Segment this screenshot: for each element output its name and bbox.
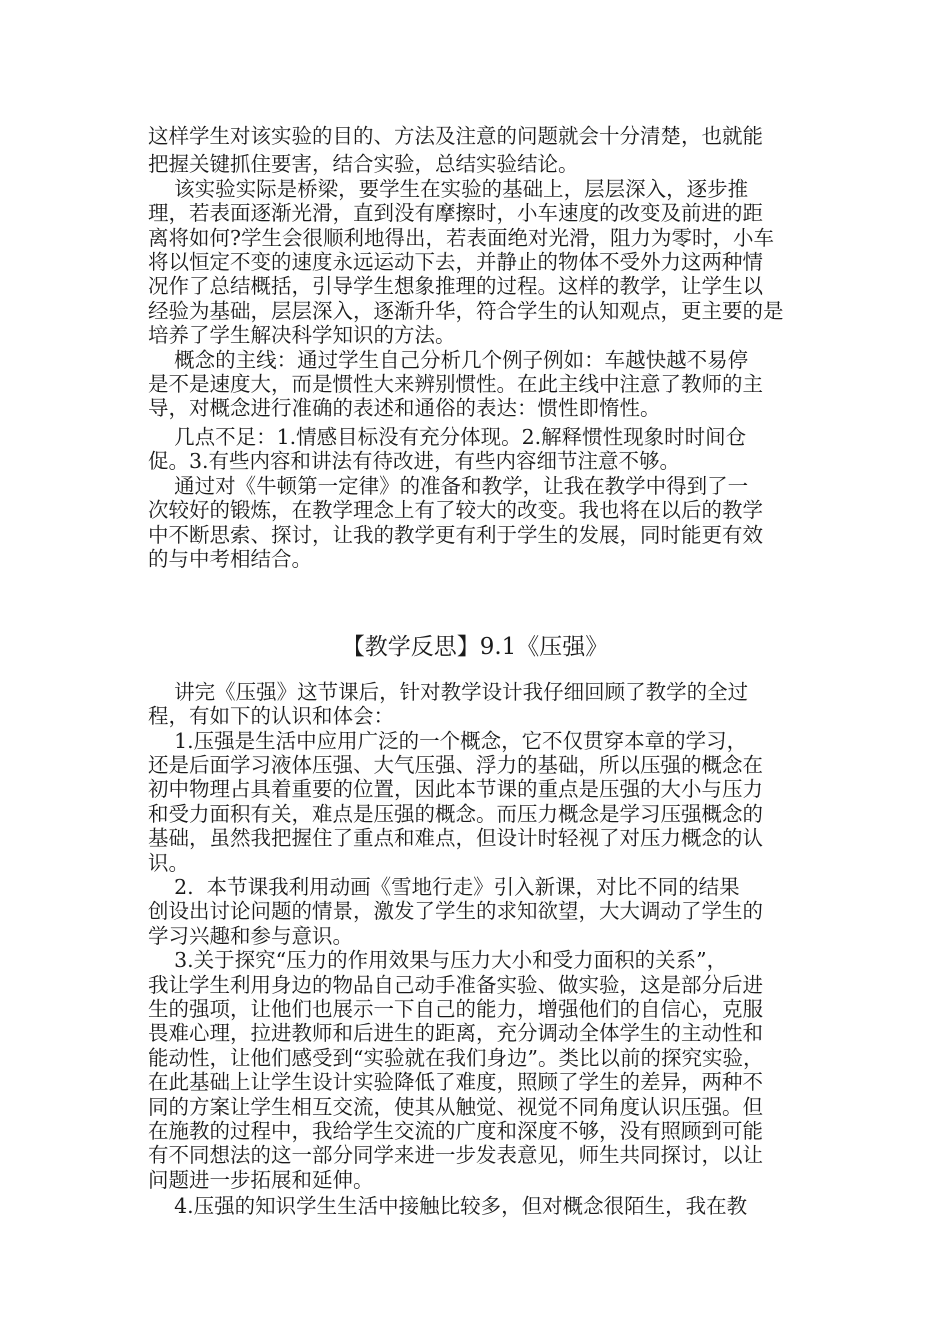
paragraph-line: 在施教的过程中，我给学生交流的广度和深度不够，没有照顾到可能	[148, 1119, 763, 1143]
paragraph-line: 次较好的锻炼，在教学理念上有了较大的改变。我也将在以后的教学	[148, 498, 763, 522]
paragraph-line: 能动性，让他们感受到“实验就在我们身边”。类比以前的探究实验，	[148, 1046, 764, 1070]
paragraph-line: 识。	[148, 851, 189, 875]
paragraph-line: 有不同想法的这一部分同学来进一步发表意见，师生共同探讨，以让	[148, 1143, 763, 1167]
paragraph-line: 初中物理占具着重要的位置，因此本节课的重点是压强的大小与压力	[148, 777, 763, 801]
paragraph-line: 学习兴趣和参与意识。	[148, 924, 353, 948]
paragraph-line: 几点不足：1.情感目标没有充分体现。2.解释惯性现象时时间仓	[148, 425, 747, 449]
paragraph-line: 基础，虽然我把握住了重点和难点，但设计时轻视了对压力概念的认	[148, 826, 763, 850]
paragraph-line: 这样学生对该实验的目的、方法及注意的问题就会十分清楚，也就能	[148, 124, 763, 148]
paragraph-line: 将以恒定不变的速度永远运动下去，并静止的物体不受外力这两种情	[148, 250, 763, 274]
paragraph-line: 生的强项，让他们也展示一下自己的能力，增强他们的自信心，克服	[148, 997, 763, 1021]
section-title: 【教学反思】9.1《压强》	[341, 634, 609, 660]
paragraph-line: 程，有如下的认识和体会：	[148, 704, 394, 728]
paragraph-line: 况作了总结概括，引导学生想象推理的过程。这样的教学，让学生以	[148, 274, 763, 298]
paragraph-line: 通过对《牛顿第一定律》的准备和教学，让我在教学中得到了一	[148, 474, 749, 498]
paragraph-line: 离将如何?学生会很顺利地得出，若表面绝对光滑，阻力为零时，小车	[148, 226, 774, 250]
paragraph-line: 我让学生利用身边的物品自己动手准备实验、做实验，这是部分后进	[148, 973, 763, 997]
paragraph-line: 讲完《压强》这节课后，针对教学设计我仔细回顾了教学的全过	[148, 680, 749, 704]
paragraph-line: 1.压强是生活中应用广泛的一个概念，它不仅贯穿本章的学习，	[148, 729, 748, 753]
paragraph-line: 畏难心理，拉进教师和后进生的距离，充分调动全体学生的主动性和	[148, 1021, 763, 1045]
paragraph-line: 中不断思索、探讨，让我的教学更有利于学生的发展，同时能更有效	[148, 523, 763, 547]
paragraph-line: 导，对概念进行准确的表述和通俗的表达：惯性即惰性。	[148, 396, 661, 420]
paragraph-line: 同的方案让学生相互交流，使其从触觉、视觉不同角度认识压强。但	[148, 1095, 763, 1119]
paragraph-line: 促。3.有些内容和讲法有待改进，有些内容细节注意不够。	[148, 449, 681, 473]
paragraph-line: 概念的主线：通过学生自己分析几个例子例如：车越快越不易停	[148, 348, 749, 372]
paragraph-line: 3.关于探究“压力的作用效果与压力大小和受力面积的关系”，	[148, 948, 728, 972]
paragraph-line: 经验为基础，层层深入，逐渐升华，符合学生的认知观点，更主要的是	[148, 299, 784, 323]
paragraph-line: 理，若表面逐渐光滑，直到没有摩擦时，小车速度的改变及前进的距	[148, 201, 763, 225]
paragraph-line: 2. 本节课我利用动画《雪地行走》引入新课，对比不同的结果	[148, 875, 740, 899]
paragraph-line: 和受力面积有关，难点是压强的概念。而压力概念是学习压强概念的	[148, 802, 763, 826]
paragraph-line: 培养了学生解决科学知识的方法。	[148, 323, 456, 347]
paragraph-line: 问题进一步拓展和延伸。	[148, 1168, 374, 1192]
paragraph-line: 的与中考相结合。	[148, 547, 312, 571]
paragraph-line: 还是后面学习液体压强、大气压强、浮力的基础，所以压强的概念在	[148, 753, 763, 777]
paragraph-line: 该实验实际是桥梁，要学生在实验的基础上，层层深入，逐步推	[148, 177, 749, 201]
paragraph-line: 在此基础上让学生设计实验降低了难度，照顾了学生的差异，两种不	[148, 1070, 763, 1094]
paragraph-line: 4.压强的知识学生生活中接触比较多，但对概念很陌生，我在教	[148, 1194, 748, 1218]
paragraph-line: 是不是速度大，而是惯性大来辨别惯性。在此主线中注意了教师的主	[148, 372, 763, 396]
paragraph-line: 把握关键抓住要害，结合实验，总结实验结论。	[148, 152, 579, 176]
paragraph-line: 创设出讨论问题的情景，激发了学生的求知欲望，大大调动了学生的	[148, 899, 763, 923]
